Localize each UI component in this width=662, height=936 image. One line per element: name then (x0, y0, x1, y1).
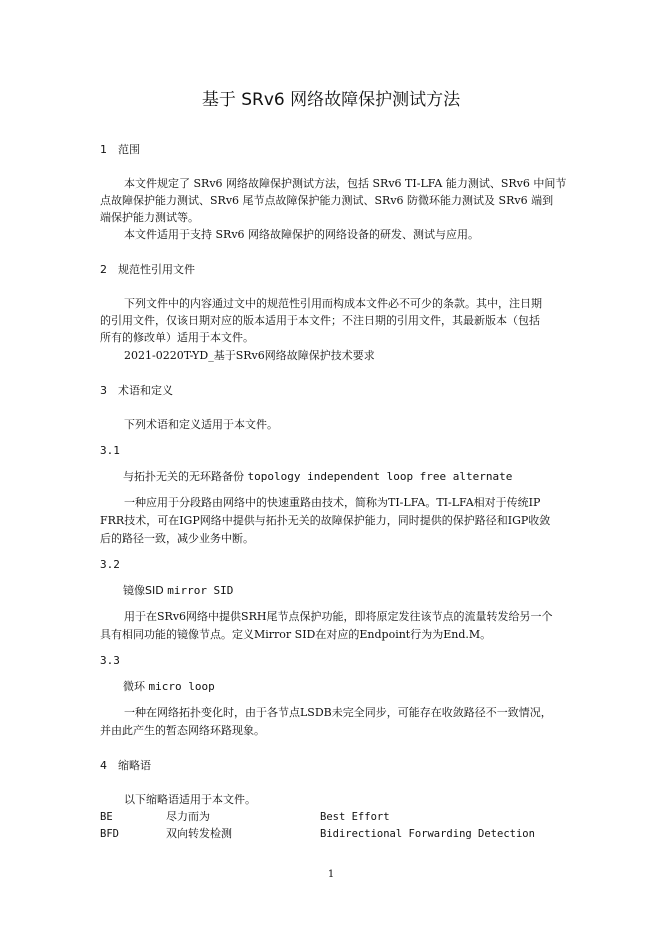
abbreviation-cn: 尽力而为 (166, 810, 210, 823)
term-definition-line-2: FRR技术，可在IGP网络中提供与拓扑无关的故障保护能力，同时提供的保护路径和IGP收敛 (100, 514, 551, 527)
section-number: 3 (100, 384, 107, 397)
section-number: 4 (100, 759, 107, 772)
section-3-intro: 下列术语和定义适用于本文件。 (124, 418, 278, 431)
section-2-para-line-3: 所有的修改单）适用于本文件。 (100, 331, 254, 344)
term-definition-line-1: 用于在SRv6网络中提供SRH尾节点保护功能，即将原定发往该节点的流量转发给另一个 (124, 610, 553, 623)
term-heading (123, 583, 233, 599)
section-1-para-1-line-3: 端保护能力测试等。 (100, 211, 199, 224)
abbreviation: BE (100, 811, 113, 823)
section-4-intro: 以下缩略语适用于本文件。 (124, 793, 256, 806)
term-en: micro loop (148, 680, 215, 693)
term-number: 3.1 (100, 444, 120, 457)
section-1-heading (100, 142, 140, 158)
section-2-heading (100, 262, 195, 278)
abbreviation-row (100, 809, 620, 825)
term-number: 3.3 (100, 654, 120, 667)
section-title: 范围 (118, 143, 140, 156)
term-definition-line-1: 一种在网络拓扑变化时，由于各节点LSDB未完全同步，可能存在收敛路径不一致情况， (124, 706, 552, 719)
section-title: 术语和定义 (118, 384, 173, 397)
term-number: 3.2 (100, 558, 120, 571)
section-2-para-line-2: 的引用文件，仅该日期对应的版本适用于本文件；不注日期的引用文件，其最新版本（包括 (100, 314, 540, 327)
abbreviation-row (100, 826, 620, 842)
term-definition-line-2: 并由此产生的暂态网络环路现象。 (100, 724, 265, 737)
document-title: 基于 SRv6 网络故障保护测试方法 (201, 90, 461, 110)
section-title: 缩略语 (118, 759, 151, 772)
abbreviation-en: Bidirectional Forwarding Detection (320, 828, 535, 840)
term-heading (123, 679, 215, 695)
section-title: 规范性引用文件 (118, 263, 195, 276)
term-en: topology independent loop free alternate (247, 470, 513, 483)
abbreviation-cn: 双向转发检测 (166, 827, 232, 840)
section-number: 2 (100, 263, 107, 276)
section-1-para-1-line-1: 本文件规定了 SRv6 网络故障保护测试方法，包括 SRv6 TI-LFA 能力测试、SRv6 中间节 (124, 177, 567, 190)
term-cn: 镜像SID (123, 584, 164, 597)
abbreviation: BFD (100, 828, 119, 840)
term-heading (123, 469, 512, 485)
abbreviation-en: Best Effort (320, 811, 390, 823)
section-2-para-line-1: 下列文件中的内容通过文中的规范性引用而构成本文件必不可少的条款。其中，注日期 (124, 297, 542, 310)
section-3-heading (100, 383, 173, 399)
term-cn: 微环 (123, 680, 145, 693)
term-en: mirror SID (167, 584, 234, 597)
section-1-para-1-line-2: 点故障保护能力测试、SRv6 尾节点故障保护能力测试、SRv6 防微环能力测试及 SRv6 端到 (100, 194, 554, 207)
term-definition-line-3: 后的路径一致，减少业务中断。 (100, 532, 254, 545)
term-cn: 与拓扑无关的无环路备份 (123, 470, 244, 483)
term-definition-line-1: 一种应用于分段路由网络中的快速重路由技术，简称为TI-LFA。TI-LFA相对于传统IP (124, 496, 541, 509)
section-number: 1 (100, 143, 107, 156)
term-definition-line-2: 具有相同功能的镜像节点。定义Mirror SID在对应的Endpoint行为为End.M。 (100, 628, 492, 641)
normative-reference: 2021-0220T-YD_基于SRv6网络故障保护技术要求 (124, 349, 375, 362)
section-1-para-2: 本文件适用于支持 SRv6 网络故障保护的网络设备的研发、测试与应用。 (124, 228, 480, 241)
page-number: 1 (327, 869, 335, 880)
section-4-heading (100, 758, 151, 774)
